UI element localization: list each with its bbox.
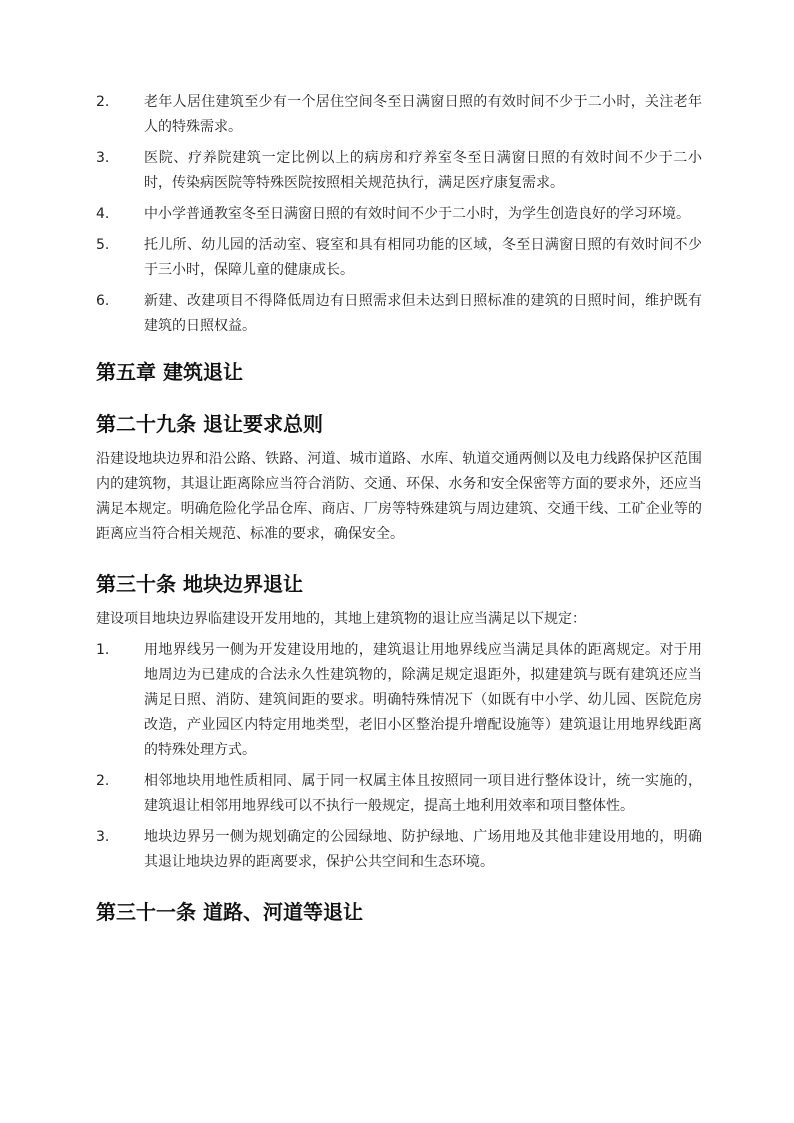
list-item (96, 289, 702, 339)
list-number: 2. (96, 773, 110, 789)
list-item (96, 769, 702, 819)
list-item (96, 90, 702, 140)
list-text: 托儿所、幼儿园的活动室、寝室和具有相同功能的区域，冬至日满窗日照的有效时间不少于三小时，保障儿童的健康成长。 (144, 237, 702, 278)
article-29-title: 第二十九条 退让要求总则 (96, 412, 323, 436)
article-31-title: 第三十一条 道路、河道等退让 (96, 900, 363, 924)
list-number: 3. (96, 150, 110, 166)
list-number: 1. (96, 642, 110, 658)
article-30-intro: 建设项目地块边界临建设开发用地的，其地上建筑物的退让应当满足以下规定： (96, 611, 586, 627)
list-number: 4. (96, 206, 110, 222)
list-item (96, 825, 702, 875)
list-text: 新建、改建项目不得降低周边有日照需求但未达到日照标准的建筑的日照时间，维护既有建筑的日照权益。 (144, 293, 702, 334)
list-number: 3. (96, 829, 110, 845)
article-29-body: 沿建设地块边界和沿公路、铁路、河道、城市道路、水库、轨道交通两侧以及电力线路保护区范围内的建筑物，其退让距离除应当符合消防、交通、环保、水务和安全保密等方面的要求外，还应当满足本规定。明确危险化学品仓库、商店、厂房等特殊建筑与周边建筑、交通干线、工矿企业等的距离应当符合相关规范、标准的要求，确保安全。 (96, 451, 702, 542)
list-item (96, 638, 702, 763)
chapter-title: 第五章 建筑退让 (96, 360, 243, 384)
article-30-title: 第三十条 地块边界退让 (96, 572, 303, 596)
list-number: 6. (96, 293, 110, 309)
list-text: 相邻地块用地性质相同、属于同一权属主体且按照同一项目进行整体设计，统一实施的，建筑退让相邻用地界线可以不执行一般规定，提高土地利用效率和项目整体性。 (144, 773, 702, 814)
list-text: 用地界线另一侧为开发建设用地的，建筑退让用地界线应当满足具体的距离规定。对于用地周边为已建成的合法永久性建筑物的，除满足规定退距外，拟建建筑与既有建筑还应当满足日照、消防、建筑间距的要求。明确特殊情况下（如既有中小学、幼儿园、医院危房改造，产业园区内特定用地类型，老旧小区整治提升增配设施等）建筑退让用地界线距离的特殊处理方式。 (144, 642, 702, 758)
boundary-setback-list (96, 638, 702, 875)
list-item (96, 146, 702, 196)
list-text: 医院、疗养院建筑一定比例以上的病房和疗养室冬至日满窗日照的有效时间不少于二小时，传染病医院等特殊医院按照相关规范执行，满足医疗康复需求。 (144, 150, 702, 191)
list-number: 2. (96, 94, 110, 110)
list-text: 地块边界另一侧为规划确定的公园绿地、防护绿地、广场用地及其他非建设用地的，明确其退让地块边界的距离要求，保护公共空间和生态环境。 (144, 829, 702, 870)
list-text: 中小学普通教室冬至日满窗日照的有效时间不少于二小时，为学生创造良好的学习环境。 (144, 206, 690, 222)
sunlight-requirements-list (96, 90, 702, 339)
list-text: 老年人居住建筑至少有一个居住空间冬至日满窗日照的有效时间不少于二小时，关注老年人的特殊需求。 (144, 94, 702, 135)
list-item (96, 233, 702, 283)
document-page (96, 90, 702, 935)
list-number: 5. (96, 237, 110, 253)
list-item (96, 202, 702, 227)
